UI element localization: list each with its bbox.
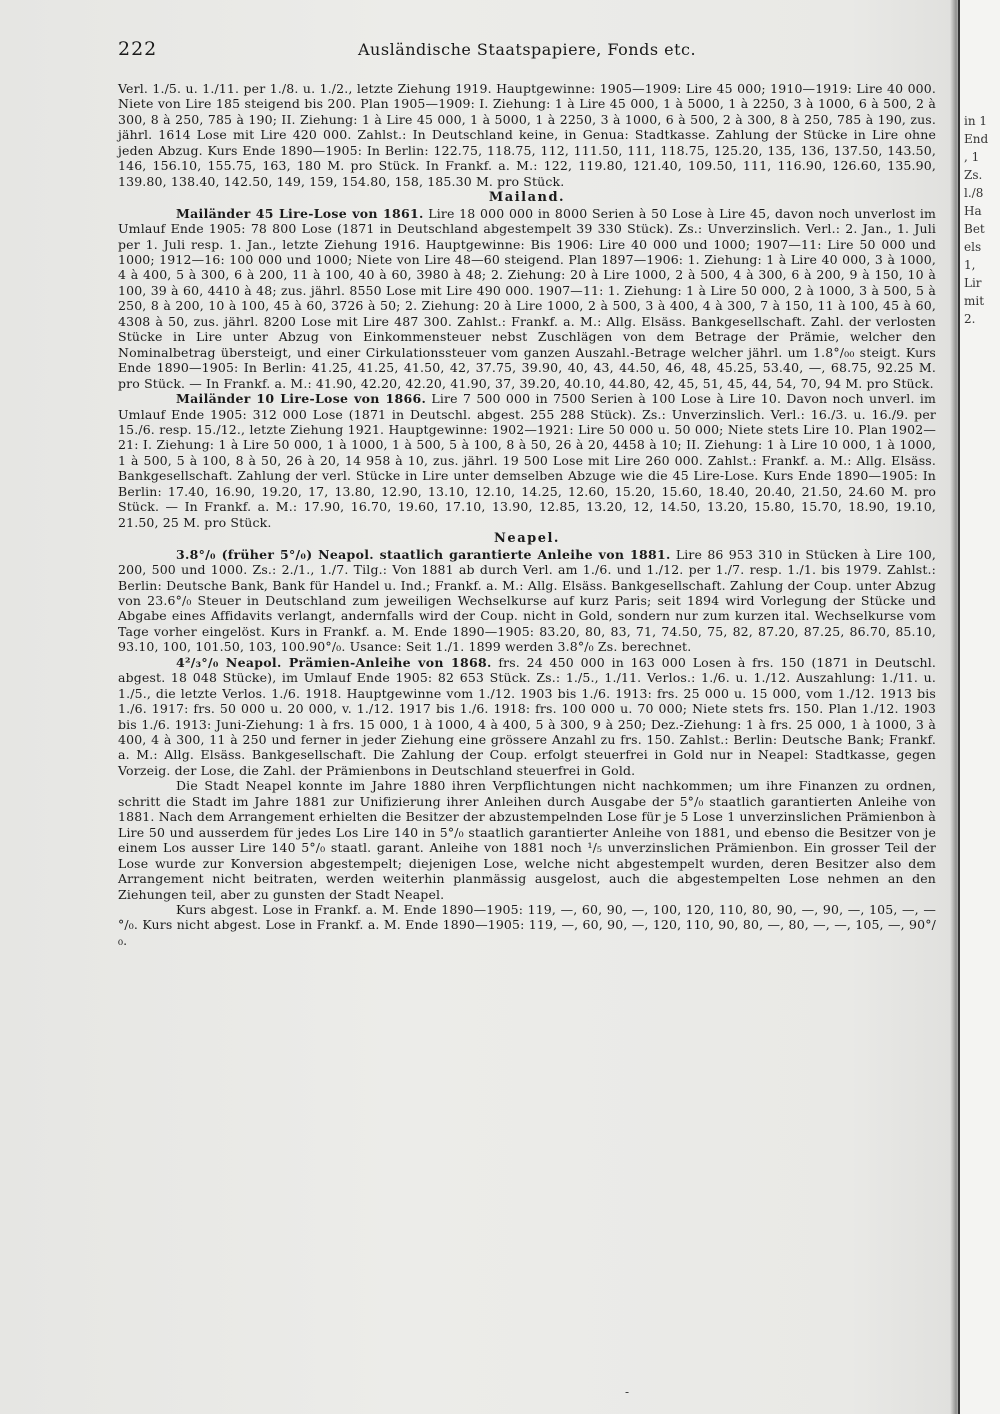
paragraph [118,206,936,391]
entry-title: Mailänder 10 Lire-Lose von 1866. [176,391,427,407]
running-title: Ausländische Staatspapiere, Fonds etc. [358,40,697,59]
paragraph-text: Lire 18 000 000 in 8000 Serien à 50 Lose à Lire 45, davon noch unverlost im Umlauf Ende 1905: 78 800 Lose (1871 in Deutschland abgestempelt 39 330 Stück). Zs.: Unverzinslich. Verl.: 2. Jan., 1. Juli per 1. Juli resp. 1. Jan., letzte Ziehung 1916. Hauptgewinne: Bis 1906: Lire 40 000 und 1000; 1907—11: Lire 50 000 und 1000; 1912—16: 100 000 und 1000; Niete von Lire 48—60 steigend. Plan 1897—1906: 1. Ziehung: 1 à Lire 40 000, 3 à 1000, 4 à 400, 5 à 300, 6 à 200, 11 à 100, 40 à 60, 3980 à 48; 2. Ziehung: 20 à Lire 1000, 2 à 500, 4 à 300, 6 à 200, 9 à 150, 10 à 100, 39 à 60, 4410 à 48; zus. jährl. 8550 Lose mit Lire 490 000. 1907—11: 1. Ziehung: 1 à Lire 50 000, 2 à 1000, 3 à 500, 5 à 250, 8 à 200, 10 à 100, 45 à 60, 3726 à 50; 2. Ziehung: 20 à Lire 1000, 2 à 500, 3 à 400, 4 à 300, 7 à 150, 11 à 100, 45 à 60, 4308 à 50, zus. jährl. 8200 Lose mit Lire 487 300. Zahlst.: Frankf. a. M.: Allg. Elsäss. Bankgesellschaft. Zahl. der verlosten Stücke in Lire unter Abzug von Einkommensteuer nebst Zuschlägen von dem Betrage der Prämie, welcher den Nominalbetrag übersteigt, und einer Cirkulationssteuer vom ganzen Auszahl.-Betrage welcher jährl. um 1.8°/₀₀ steigt. Kurs Ende 1890—1905: In Berlin: 41.25, 41.25, 41.50, 42, 37.75, 39.90, 40, 43, 44.50, 46, 48, 45.25, 53.40, —, 68.75, 92.25 M. pro Stück. — In Frankf. a. M.: 41.90, 42.20, 42.20, 41.90, 37, 39.20, 40.10, 44.80, 42, 45, 51, 45, 44, 54, 70, 94 M. pro Stück. [118,205,936,391]
section-heading: Mailand. [488,190,566,206]
paragraph [118,778,936,902]
paragraph-text: Lire 86 953 310 in Stücken à Lire 100, 200, 500 und 1000. Zs.: 2./1., 1./7. Tilg.: Von 1881 ab durch Verl. am 1./6. und 1./12. per 1./7. resp. 1./1. bis 1979. Zahlst.: Berlin: Deutsche Bank, Bank für Handel u. Ind.; Frankf. a. M.: Allg. Elsäss. Bankgesellschaft. Zahlung der Coup. unter Abzug von 23.6°/₀ Steuer in Deutschland zum jeweiligen Wechselkurse auf kurz Paris; seit 1894 wird Vorlegung der Stücke und Abgabe eines Affidavits verlangt, andernfalls wird der Coup. nicht in Gold, sondern nur zum kurzen ital. Wechselkurse vom Tage vorher eingelöst. Kurs in Frankf. a. M. Ende 1890—1905: 83.20, 80, 83, 71, 74.50, 75, 82, 87.20, 87.25, 86.70, 85.10, 93.10, 100, 101.50, 103, 100.90°/₀. Usance: Seit 1./1. 1899 werden 3.8°/₀ Zs. berechnet. [118,546,937,655]
page-number: 222 [118,38,158,60]
paragraph-text: Verl. 1./5. u. 1./11. per 1./8. u. 1./2., letzte Ziehung 1919. Hauptgewinne: 1905—1909: Lire 45 000; 1910—1919: Lire 40 000. Niete von Lire 185 steigend bis 200. Plan 1905—1909: I. Ziehung: 1 à Lire 45 000, 1 à 5000, 1 à 2250, 3 à 1000, 6 à 500, 2 à 300, 8 à 250, 785 à 190; II. Ziehung: 1 à Lire 45 000, 1 à 5000, 1 à 2250, 3 à 1000, 6 à 500, 2 à 300, 8 à 250, 785 à 190, zus. jährl. 1614 Lose mit Lire 420 000. Zahlst.: In Deutschland keine, in Genua: Stadtkasse. Zahlung der Stücke in Lire ohne jeden Abzug. Kurs Ende 1890—1905: In Berlin: 122.75, 118.75, 112, 111.50, 111, 118.75, 125.20, 135, 136, 137.50, 143.50, 146, 156.10, 155.75, 163, 180 M. pro Stück. In Frankf. a. M.: 122, 119.80, 121.40, 109.50, 111, 116.90, 126.60, 135.90, 139.80, 138.40, 142.50, 149, 159, 154.80, 158, 185.30 M. pro Stück. [118,81,936,189]
entry-title: Mailänder 45 Lire-Lose von 1861. [176,205,424,221]
paragraph [118,391,936,530]
paragraph-text: Lire 7 500 000 in 7500 Serien à 100 Lose à Lire 10. Davon noch unverl. im Umlauf Ende 1905: 312 000 Lose (1871 in Deutschl. abgest. 255 288 Stück). Zs.: Unverzinslich. Verl.: 16./3. u. 16./9. per 15./6. resp. 15./12., letzte Ziehung 1921. Hauptgewinne: 1902—1921: Lire 50 000 u. 50 000; Niete stets Lire 10. Plan 1902—21: I. Ziehung: 1 à Lire 50 000, 1 à 1000, 1 à 500, 5 à 100, 8 à 50, 26 à 20, 4458 à 10; II. Ziehung: 1 à Lire 10 000, 1 à 1000, 1 à 500, 5 à 100, 8 à 50, 26 à 20, 14 958 à 10, zus. jährl. 19 500 Lose mit Lire 260 000. Zahlst.: Frankf. a. M.: Allg. Elsäss. Bankgesellschaft. Zahlung der verl. Stücke in Lire unter demselben Abzuge wie die 45 Lire-Lose. Kurs Ende 1890—1905: In Berlin: 17.40, 16.90, 19.20, 17, 13.80, 12.90, 13.10, 12.10, 14.25, 12.60, 15.20, 15.60, 18.40, 20.40, 21.50, 24.60 M. pro Stück. — In Frankf. a. M.: 17.90, 16.70, 19.60, 17.10, 13.90, 12.85, 13.20, 12, 14.50, 13.20, 15.80, 15.70, 18.90, 19.10, 21.50, 25 M. pro Stück. [118,391,936,530]
paragraph-text: frs. 24 450 000 in 163 000 Losen à frs. 150 (1871 in Deutschl. abgest. 18 048 Stücke), im Umlauf Ende 1905: 82 653 Stück. Zs.: 1./5., 1./11. Verlos.: 1./6. u. 1./12. Auszahlung: 1./11. u. 1./5., die letzte Verlos. 1./6. 1918. Hauptgewinne vom 1./12. 1903 bis 1./6. 1913: frs. 25 000 u. 15 000, vom 1./12. 1913 bis 1./6. 1917: frs. 50 000 u. 20 000, v. 1./12. 1917 bis 1./6. 1918: frs. 100 000 u. 70 000; Niete stets frs. 150. Plan 1./12. 1903 bis 1./6. 1913: Juni-Ziehung: 1 à frs. 15 000, 1 à 1000, 4 à 400, 5 à 300, 9 à 250; Dez.-Ziehung: 1 à frs. 25 000, 1 à 1000, 3 à 400, 4 à 300, 11 à 250 und ferner in jeder Ziehung eine grössere Anzahl zu frs. 150. Zahlst.: Berlin: Deutsche Bank; Frankf. a. M.: Allg. Elsäss. Bankgesellschaft. Die Zahlung der Coup. erfolgt steuerfrei in Gold nur in Neapel: Stadtkasse, gegen Vorzeig. der Lose, die Zahl. der Prämienbons in Deutschland steuerfrei in Gold. [118,654,936,778]
paragraph-text: Kurs abgest. Lose in Frankf. a. M. Ende 1890—1905: 119, —, 60, 90, —, 100, 120, 110, 80, 90, —, 90, —, 105, —, —°/₀. Kurs nicht abgest. Lose in Frankf. a. M. Ende 1890—1905: 119, —, 60, 90, —, 120, 110, 90, 80, —, 80, —, —, 105, —, 90°/₀. [118,902,936,948]
paragraph [118,655,936,779]
paragraph-text: Die Stadt Neapel konnte im Jahre 1880 ihren Verpflichtungen nicht nachkommen; um ihre Finanzen zu ordnen, schritt die Stadt im Jahre 1881 zur Unifizierung ihrer Anleihen durch Ausgabe der 5°/₀ staatlich garantierten Anleihe von 1881. Nach dem Arrangement erhielten die Besitzer der abzustempelnden Lose für je 5 Lose 1 unverzinslichen Prämienbon à Lire 50 und ausserdem für jedes Los Lire 140 in 5°/₀ staatlich garantierter Anleihe von 1881, und ebenso die Besitzer von je einem Los ausser Lire 140 5°/₀ staatl. garant. Anleihe von 1881 noch ¹/₅ unverzinslichen Prämienbon. Ein grosser Teil der Lose wurde zur Konversion abgestempelt; diejenigen Lose, welche nicht abgestempelt wurden, deren Besitzer also dem Arrangement nicht beitraten, werden weiterhin planmässig ausgelost, auch die abgestempelten Lose nehmen an den Ziehungen teil, aber zu gunsten der Stadt Neapel. [118,778,936,902]
entry-title: 3.8°/₀ (früher 5°/₀) Neapol. staatlich garantierte Anleihe von 1881. [176,546,671,562]
section-heading: Neapel. [494,531,560,547]
paragraph [118,902,936,948]
page-header [118,38,938,62]
text-column [118,81,936,948]
entry-title: 4²/₃°/₀ Neapol. Prämien-Anleihe von 1868. [176,654,492,670]
adjacent-page-text: in 1 End , 1 Zs. l./8 Ha Bet els 1, Lir mit 2. [964,114,989,326]
adjacent-page-strip [958,0,1000,1414]
paragraph [118,547,936,655]
paragraph [118,81,936,189]
bottom-mark: - [625,1385,630,1399]
